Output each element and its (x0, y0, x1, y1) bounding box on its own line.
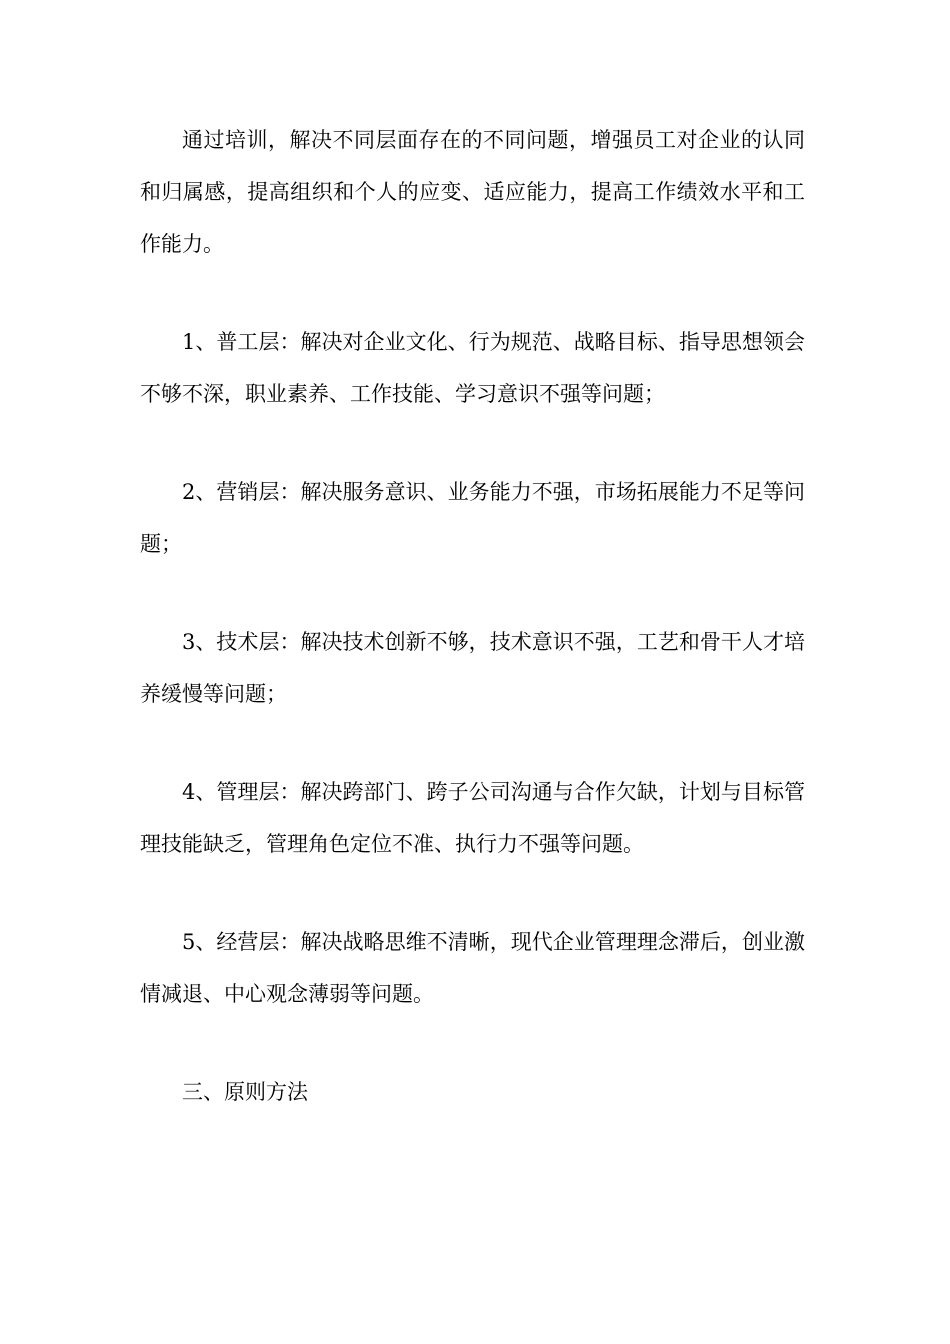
paragraph-training-goals: 通过培训，解决不同层面存在的不同问题，增强员工对企业的认同和归属感，提高组织和个人的应变、适应能力，提高工作绩效水平和工作能力。 (140, 128, 805, 256)
document-body (140, 114, 805, 1118)
paragraph-marketing: 2、营销层：解决服务意识、业务能力不强，市场拓展能力不足等问题； (140, 480, 805, 556)
paragraph-management: 4、管理层：解决跨部门、跨子公司沟通与合作欠缺，计划与目标管理技能缺乏，管理角色定位不准、执行力不强等问题。 (140, 780, 805, 856)
section-heading: 三、原则方法 (182, 1080, 308, 1104)
paragraph-general-workers: 1、普工层：解决对企业文化、行为规范、战略目标、指导思想领会不够不深，职业素养、工作技能、学习意识不强等问题； (140, 330, 805, 406)
paragraph-executive: 5、经营层：解决战略思维不清晰，现代企业管理理念滞后，创业激情减退、中心观念薄弱等问题。 (140, 930, 805, 1006)
paragraph-technical: 3、技术层：解决技术创新不够，技术意识不强，工艺和骨干人才培养缓慢等问题； (140, 630, 805, 706)
